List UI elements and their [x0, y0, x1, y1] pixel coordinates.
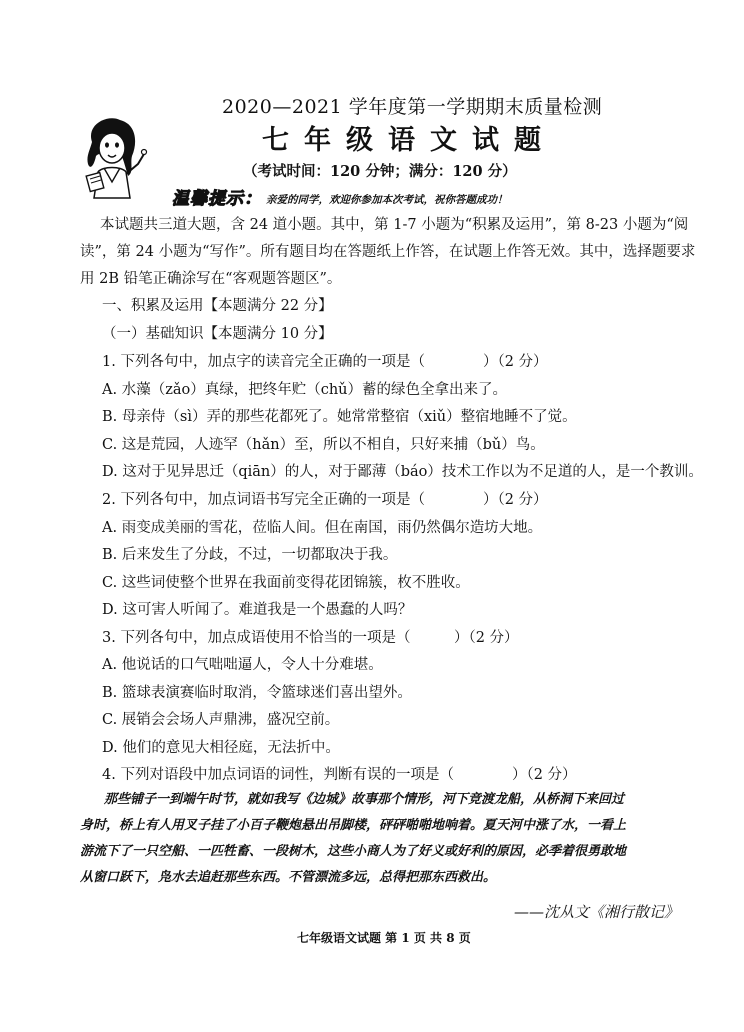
excerpt-line: 身时，桥上有人用叉子挂了小百子鞭炮悬出吊脚楼，砰砰啪啪地响着。夏天河中涨了水，一看上: [80, 818, 627, 833]
option-3b: B. 篮球表演赛临时取消，令篮球迷们喜出望外。: [102, 685, 412, 701]
exam-title: 七年级语文试题: [262, 125, 556, 156]
exam-title-line1: 2020—2021 学年度第一学期期末质量检测: [222, 96, 603, 118]
teacher-mascot-icon: [74, 112, 150, 200]
option-2a: A. 雨变成美丽的雪花，莅临人间。但在南国，雨仍然偶尔造坊大地。: [102, 520, 543, 536]
intro-paragraph: [80, 212, 696, 293]
intro-line: 本试题共三道大题，含 24 道小题。其中，第 1-7 小题为“积累及运用”，第 8-23 小题为“阅: [100, 217, 689, 233]
excerpt-line: 从窗口跃下，凫水去追赶那些东西。不管漂流多远，总得把那东西救出。: [80, 870, 497, 885]
excerpt-line: 游流下了一只空船、一匹牲畜、一段树木，这些小商人为了好义或好利的原因，必季着很勇敢地: [80, 844, 627, 859]
question-1: 1. 下列各句中，加点字的读音完全正确的一项是（ ）（2 分）: [102, 354, 548, 370]
tip-label: 温馨提示：: [172, 189, 262, 209]
option-3c: C. 展销会会场人声鼎沸，盛况空前。: [102, 712, 340, 728]
page-footer: 七年级语文试题 第 1 页 共 8 页: [297, 931, 471, 945]
question-2: 2. 下列各句中，加点词语书写完全正确的一项是（ ）（2 分）: [102, 492, 548, 508]
option-3a: A. 他说话的口气咄咄逼人，令人十分难堪。: [102, 657, 383, 673]
question-4: 4. 下列对语段中加点词语的词性，判断有误的一项是（ ）（2 分）: [102, 767, 577, 783]
option-2b: B. 后来发生了分歧，不过，一切都取决于我。: [102, 547, 398, 563]
option-1b: B. 母亲侍（sì）弄的那些花都死了。她常常整宿（xiǔ）整宿地睡不了觉。: [102, 409, 577, 425]
exam-info: （考试时间：120 分钟；满分：120 分）: [243, 163, 517, 180]
option-3d: D. 他们的意见大相径庭，无法折中。: [102, 740, 340, 756]
excerpt-source: ——沈从文《湘行散记》: [514, 903, 680, 921]
option-2d: D. 这可害人听闻了。难道我是一个愚蠢的人吗？: [102, 602, 413, 618]
section-heading: 一、积累及运用【本题满分 22 分】: [102, 298, 333, 314]
option-1c: C. 这是荒园，人迹罕（hǎn）至，所以不相自，只好来捕（bǔ）鸟。: [102, 437, 545, 453]
question-3: 3. 下列各句中，加点成语使用不恰当的一项是（ ）（2 分）: [102, 630, 519, 646]
subsection-heading: （一）基础知识【本题满分 10 分】: [102, 326, 333, 342]
intro-line: 读”，第 24 小题为“写作”。所有题目均在答题纸上作答，在试题上作答无效。其中，选择题要求: [80, 244, 696, 260]
option-2c: C. 这些词使整个世界在我面前变得花团锦簇，枚不胜收。: [102, 575, 470, 591]
option-1d: D. 这对于见异思迁（qiān）的人，对于鄙薄（báo）技术工作以为不足道的人，是一个教训。: [102, 464, 703, 480]
excerpt-line: 那些铺子一到端午时节，就如我写《边城》故事那个情形，河下竞渡龙船，从桥洞下来回过: [104, 792, 625, 807]
option-1a: A. 水藻（zǎo）真绿，把终年贮（chǔ）蓄的绿色全拿出来了。: [102, 382, 507, 398]
intro-line: 用 2B 铅笔正确涂写在“客观题答题区”。: [80, 271, 342, 287]
tip-text: 亲爱的同学，欢迎你参加本次考试，祝你答题成功！: [266, 194, 508, 206]
